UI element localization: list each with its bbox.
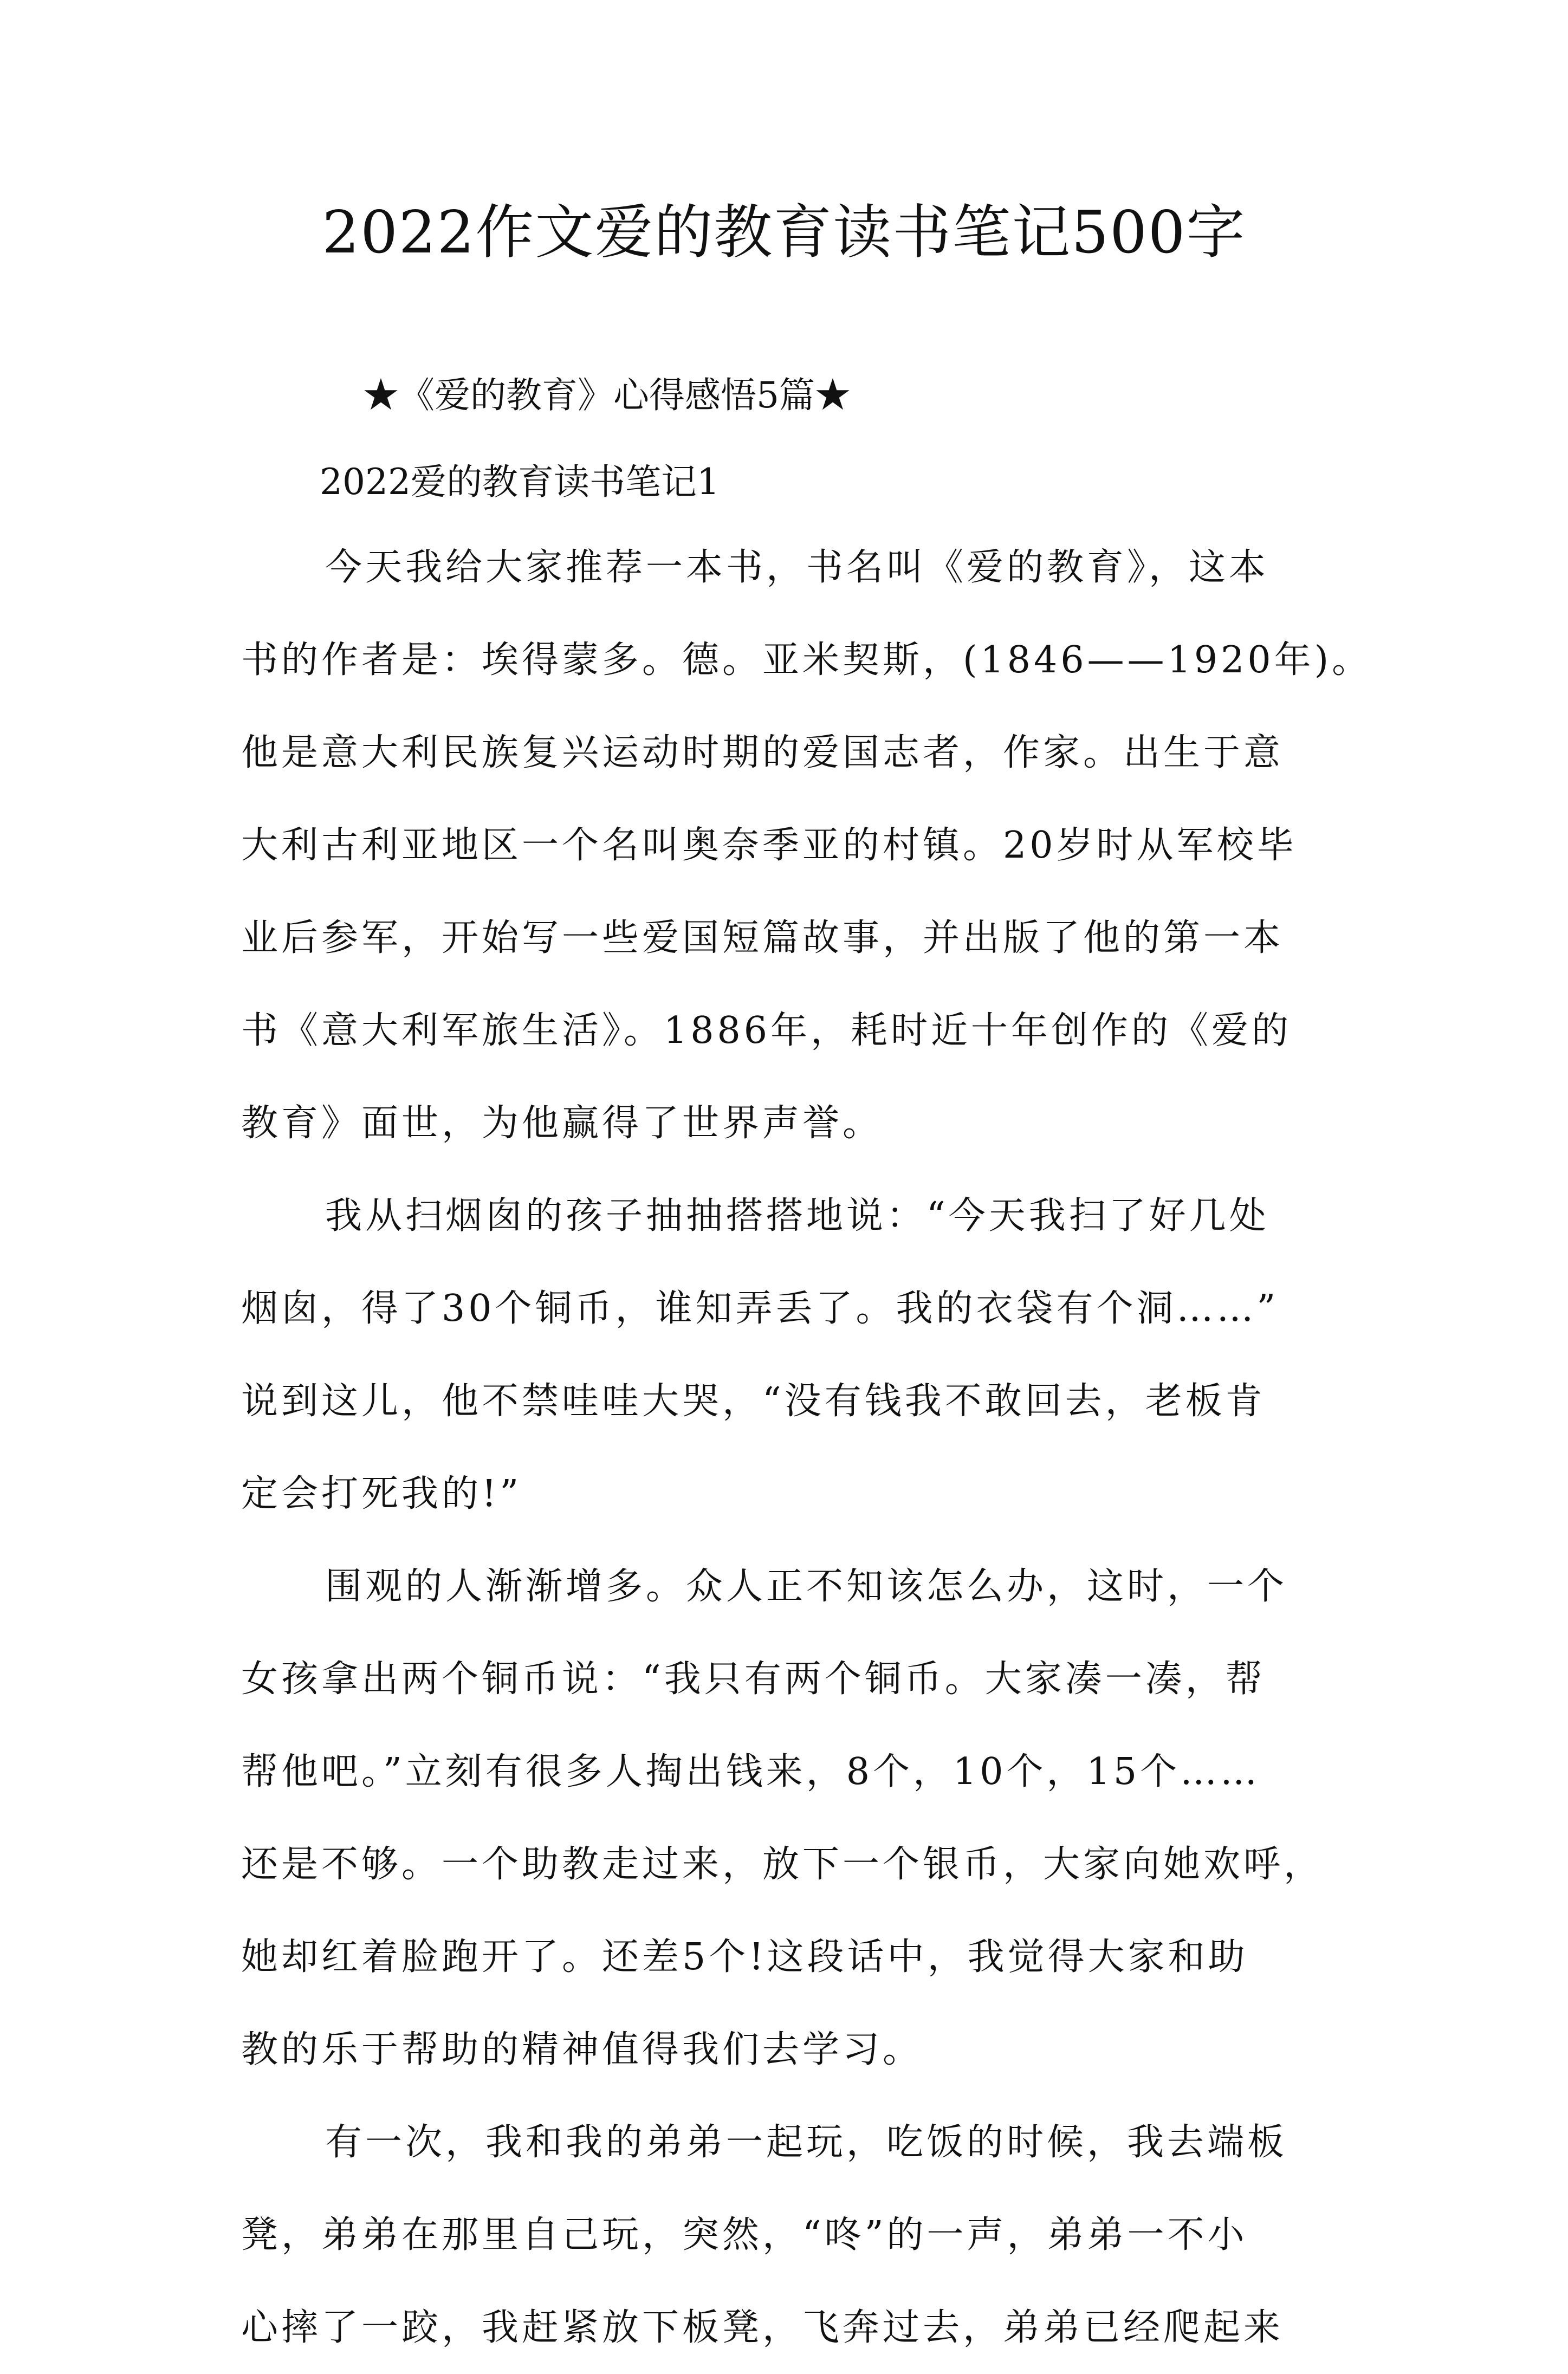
paragraph-line: 帮他吧。”立刻有很多人掏出钱来，8个，10个，15个…… xyxy=(241,1750,1261,1793)
section-heading: 2022爱的教育读书笔记1 xyxy=(320,461,720,503)
paragraph-line: 书的作者是：埃得蒙多。德。亚米契斯，(1846——1920年)。 xyxy=(241,639,1372,682)
paragraph-line: 教的乐于帮助的精神值得我们去学习。 xyxy=(241,2028,923,2071)
paragraph-line: 大利古利亚地区一个名叫奥奈季亚的村镇。20岁时从军校毕 xyxy=(241,824,1297,867)
paragraph-line: 书《意大利军旅生活》。1886年，耗时近十年创作的《爱的 xyxy=(241,1009,1292,1052)
document-subtitle: ★《爱的教育》心得感悟5篇★ xyxy=(363,374,851,416)
paragraph-line: 女孩拿出两个铜币说：“我只有两个铜币。大家凑一凑，帮 xyxy=(241,1658,1266,1701)
paragraph-line: 凳，弟弟在那里自己玩，突然，“咚”的一声，弟弟一不小 xyxy=(241,2214,1248,2256)
paragraph-line: 业后参军，开始写一些爱国短篇故事，并出版了他的第一本 xyxy=(241,917,1284,959)
paragraph-line: 我从扫烟囱的孩子抽抽搭搭地说：“今天我扫了好几处 xyxy=(325,1195,1269,1237)
paragraph-line: 还是不够。一个助教走过来，放下一个银币，大家向她欢呼， xyxy=(241,1843,1324,1886)
document-title: 2022作文爱的教育读书笔记500字 xyxy=(322,199,1246,267)
body-text xyxy=(241,521,1372,2374)
paragraph-line: 他是意大利民族复兴运动时期的爱国志者，作家。出生于意 xyxy=(241,731,1284,774)
paragraph-line: 有一次，我和我的弟弟一起玩，吃饭的时候，我去端板 xyxy=(325,2121,1288,2164)
paragraph-line: 定会打死我的!” xyxy=(241,1473,522,1515)
paragraph-line: 她却红着脸跑开了。还差5个!这段话中，我觉得大家和助 xyxy=(241,1936,1248,1979)
paragraph-line: 说到这儿，他不禁哇哇大哭，“没有钱我不敢回去，老板肯 xyxy=(241,1380,1266,1423)
paragraph-line: 围观的人渐渐增多。众人正不知该怎么办，这时，一个 xyxy=(325,1565,1288,1608)
paragraph-line: 今天我给大家推荐一本书，书名叫《爱的教育》，这本 xyxy=(325,546,1269,589)
paragraph-line: 教育》面世，为他赢得了世界声誉。 xyxy=(241,1102,883,1145)
paragraph-line: 烟囱，得了30个铜币，谁知弄丢了。我的衣袋有个洞……” xyxy=(241,1287,1279,1330)
paragraph-line: 心摔了一跤，我赶紧放下板凳，飞奔过去，弟弟已经爬起来 xyxy=(241,2306,1284,2349)
